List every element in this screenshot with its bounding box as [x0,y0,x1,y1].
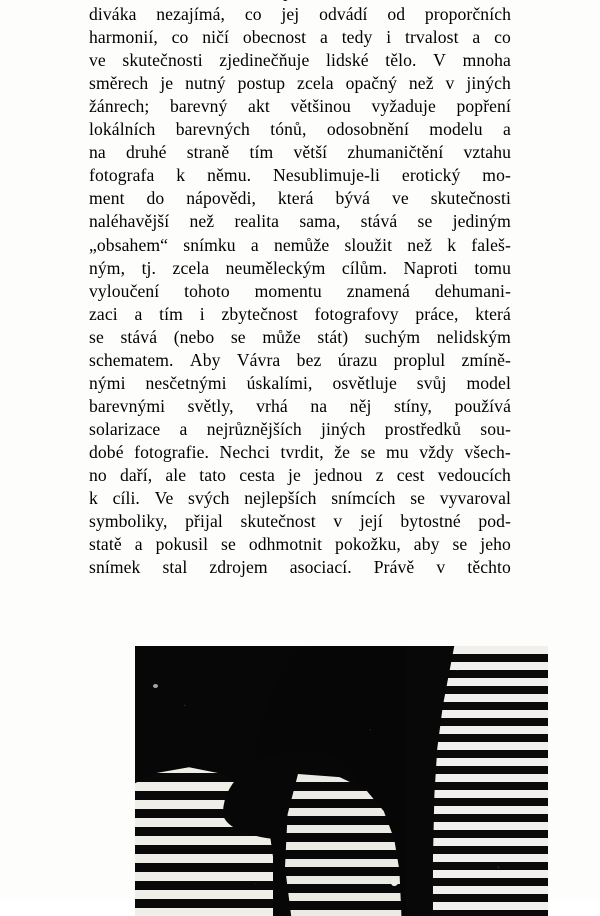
text-line [89,257,511,280]
text-line [89,118,511,141]
text-word: a [134,303,143,324]
text-word: erotický [401,165,461,186]
text-word: vrhá [256,395,288,416]
text-word: sloužit [344,234,393,255]
text-line [89,164,511,187]
text-word: straně [186,142,230,163]
text-word: nezajímá, [156,4,226,25]
text-word: tím [159,303,183,324]
text-word: proporčních [424,4,511,25]
text-word: a [319,27,328,48]
text-word: než [407,234,432,255]
text-word: se [452,534,468,555]
text-word: Naproti [403,257,458,278]
text-word: „obsahem“ [89,234,169,255]
text-word: skutečnosti [430,188,511,209]
text-word: se [230,326,246,347]
text-word: která [475,303,511,324]
text-word: cesta [239,464,275,485]
text-word: i [199,303,205,324]
text-word: opačný [345,73,397,94]
text-word: faleš- [471,234,511,255]
text-word: od [387,4,406,25]
text-word: vyvaroval [439,488,511,509]
text-word: a [179,418,188,439]
text-word: Vávra [236,349,281,370]
text-word: na [89,142,106,163]
text-word: je [288,464,301,485]
text-word: postup [237,73,286,94]
text-word: neuměleckým [225,257,326,278]
text-word: barevný [170,96,228,117]
text-word: jeho [480,534,511,555]
text-word: vedoucích [437,464,511,485]
text-word: a [503,119,511,140]
text-word: jiných [466,73,511,94]
text-word: cílům. [341,257,387,278]
text-word: lokálních [89,119,156,140]
text-word: těchto [467,557,511,578]
text-word: se [410,488,426,509]
text-word: než [189,211,215,232]
text-word: a [472,27,481,48]
text-word: trvalost [404,27,459,48]
text-word: pod- [478,511,511,532]
text-word: Aby [189,349,221,370]
text-line [89,95,511,118]
text-word: mu [386,441,409,462]
text-word: na [310,395,328,416]
text-word: vztahu [463,142,511,163]
text-word: mo- [482,165,511,186]
text-word: nemůže [273,234,330,255]
text-word: se [89,326,104,347]
text-word: v [436,557,446,578]
text-word: Nesublimuje-li [273,165,380,186]
text-word: zjedinečňuje [219,50,310,71]
text-word: se [417,211,433,232]
text-word: (nebo [173,326,215,347]
text-word: znamená [346,280,410,301]
text-word: V [433,50,446,71]
text-word: většinou [290,96,351,117]
text-word: a [250,234,259,255]
text-word: pokusil [155,534,209,555]
text-word: co [244,4,262,25]
text-word: která [277,188,314,209]
text-word: sama, [299,211,341,232]
text-word: osvětluje [332,372,397,393]
text-word: skutečnosti [122,50,203,71]
text-word: ným, [89,257,126,278]
text-word: model [466,372,511,393]
text-word: v [333,511,343,532]
text-line [89,49,511,72]
text-word: nejlepších [244,488,317,509]
text-word: zdrojem [209,557,268,578]
text-word: momentu [254,280,322,301]
text-line [89,487,511,510]
text-word: zmíně- [461,349,511,370]
body-text-column [89,0,511,579]
text-word: cest [396,464,425,485]
text-word: nutný [185,73,226,94]
text-word: přijal [185,511,223,532]
text-line [89,26,511,49]
text-word: aby [413,534,440,555]
text-word: může [262,326,301,347]
text-word: barevných [175,119,250,140]
text-line [89,141,511,164]
text-word: prostředků [384,418,462,439]
text-word: naléhavější [89,211,170,232]
text-word: úrazu [337,349,378,370]
text-word: realita [234,211,280,232]
text-word: zcela [172,257,210,278]
text-line [89,464,511,487]
text-word: bytostné [400,511,461,532]
text-word: zbytečnost [221,303,298,324]
text-line [89,210,511,233]
text-line [89,3,511,26]
text-word: žánrech; [89,96,150,117]
text-word: cíli. [112,488,140,509]
text-word: symboliky, [89,511,168,532]
text-word: snímku [183,234,236,255]
photograph-solarized-nude [135,646,548,916]
text-word: z [375,464,384,485]
text-line [89,234,511,257]
text-word: bez [296,349,322,370]
text-word: nelidským [436,326,511,347]
text-word: úskalími, [246,372,313,393]
text-word: tělo. [385,50,417,71]
text-word: světly, [187,395,234,416]
text-word: než [408,73,434,94]
text-word: vyloučení [89,280,160,301]
text-word: němu. [207,165,252,186]
text-word: lidské [326,50,369,71]
text-word: směrech [89,73,149,94]
text-word: jej [281,4,300,25]
text-line [89,418,511,441]
text-word: barevnými [89,395,166,416]
text-word: solarizace [89,418,161,439]
text-line [89,510,511,533]
text-line [89,349,511,372]
text-word: ve [392,188,409,209]
text-word: Nechci [219,441,270,462]
text-word: co [494,27,511,48]
text-word: nápovědi, [186,188,256,209]
text-word: stává [120,326,158,347]
text-word: snímek [89,557,141,578]
text-word: odhmotnit [248,534,323,555]
text-word: no [89,464,107,485]
text-word: mnoha [462,50,511,71]
text-word: akt [248,96,270,117]
text-word: se [360,441,376,462]
text-word: a [134,534,143,555]
text-word: dobé [89,441,124,462]
text-word: její [359,511,383,532]
text-word: tónů, [270,119,307,140]
text-word: proplul [393,349,446,370]
text-word: k [447,234,457,255]
text-word: suchým [364,326,421,347]
text-word: k [89,488,98,509]
text-word: stát) [317,326,349,347]
text-word: je [160,73,174,94]
text-word: jediným [452,211,511,232]
text-word: tím [249,142,274,163]
text-word: tedy [341,27,373,48]
text-line [89,280,511,303]
text-word: zcela [297,73,334,94]
text-word: nesčetnými [145,372,227,393]
text-line [89,441,511,464]
text-word: ničí [202,27,230,48]
text-word: pokožku, [335,534,401,555]
text-word: vyžaduje [371,96,436,117]
text-word: stal [162,557,188,578]
text-word: bývá [335,188,371,209]
text-word: sou- [480,418,511,439]
text-word: všech- [464,441,511,462]
text-line [89,72,511,95]
text-word: ve [89,50,106,71]
text-line [89,556,511,579]
text-word: do [146,188,165,209]
text-word: diváka [89,4,137,25]
text-word: jednou [314,464,363,485]
text-word: odvádí [319,4,368,25]
text-word: skutečnost [240,511,316,532]
text-line [89,533,511,556]
text-word: zhumaničtění [347,142,444,163]
text-word: tohoto [184,280,230,301]
text-word: tvrdit, [280,441,324,462]
text-word: daří, [119,464,153,485]
text-word: ale [165,464,187,485]
text-word: tato [199,464,227,485]
text-word: používá [454,395,511,416]
photo-film-grain [135,646,548,916]
text-line [89,372,511,395]
text-word: tj. [141,257,157,278]
text-word: odosobnění [326,119,409,140]
text-word: statě [89,534,122,555]
text-word: nejrůznějších [206,418,302,439]
text-word: svůj [416,372,447,393]
text-word: co [171,27,189,48]
text-line [89,187,511,210]
text-word: fotografa [89,165,155,186]
text-word: k [176,165,186,186]
text-word: se [221,534,236,555]
text-word: vždy [419,441,454,462]
text-word: i [386,27,392,48]
text-word: harmonií, [89,27,158,48]
text-word: tomu [474,257,511,278]
text-word: snímcích [331,488,396,509]
text-word: obecnost [242,27,307,48]
text-word: že [334,441,351,462]
text-word: asociací. [289,557,352,578]
text-word: druhé [125,142,167,163]
text-word: dehumani- [434,280,511,301]
text-word: nými [89,372,126,393]
text-word: jiných [321,418,366,439]
text-word: něj [349,395,372,416]
text-word: popření [456,96,511,117]
text-word: fotografie. [134,441,210,462]
text-word: stává [360,211,398,232]
text-word: svých [188,488,230,509]
text-word: větší [293,142,328,163]
text-line [89,395,511,418]
text-word: v [445,73,455,94]
text-word: fotografovy [314,303,399,324]
text-line [89,303,511,326]
text-line [89,326,511,349]
text-word: práce, [415,303,459,324]
text-word: modelu [429,119,483,140]
text-word: zaci [89,303,118,324]
text-word: schematem. [89,349,174,370]
text-word: ment [89,188,125,209]
text-word: Právě [373,557,415,578]
text-word: stíny, [393,395,433,416]
text-word: Ve [154,488,174,509]
